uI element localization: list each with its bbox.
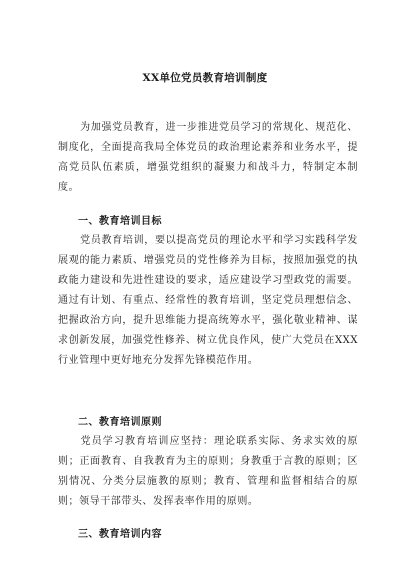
section-body-goals: [58, 231, 358, 371]
section-body-goals-text: 党员教育培训，要以提高党员的理论水平和学习实践科学发展观的能力素质、增强党员的党性修养为目标，按照加强党的执政能力建设和先进性建设的要求，适应建设学习型政党的需要。通过有计划、有重点、经常性的教育培训，坚定党员理想信念、把握政治方向，提升思维能力提高统筹水平，强化敬业精神、谋求创新发展，加强党性修养、树立优良作风，使广大党员在XXX行业管理中更好地充分发挥先锋模范作用。: [58, 235, 358, 366]
section-body-principles: [58, 432, 358, 512]
section-heading-content: 三、教育培训内容: [78, 529, 162, 540]
intro-text: 为加强党员教育，进一步推进党员学习的常规化、规范化、制度化，全面提高我局全体党员的政治理论素养和业务水平，提高党员队伍素质，增强党组织的凝聚力和战斗力，特制定本制度。: [58, 122, 358, 193]
document-title: XX单位党员教育培训制度: [142, 72, 268, 84]
intro-paragraph: [58, 118, 358, 198]
section-heading-goals: 一、教育培训目标: [78, 216, 162, 227]
section-heading-principles: 二、教育培训原则: [78, 417, 162, 428]
section-body-principles-text: 党员学习教育培训应坚持：理论联系实际、务求实效的原则；正面教育、自我教育为主的原则；身教重于言教的原则；区别情况、分类分层施教的原则；教育、管理和监督相结合的原则；领导干部带头、发挥表率作用的原则。: [58, 436, 358, 507]
